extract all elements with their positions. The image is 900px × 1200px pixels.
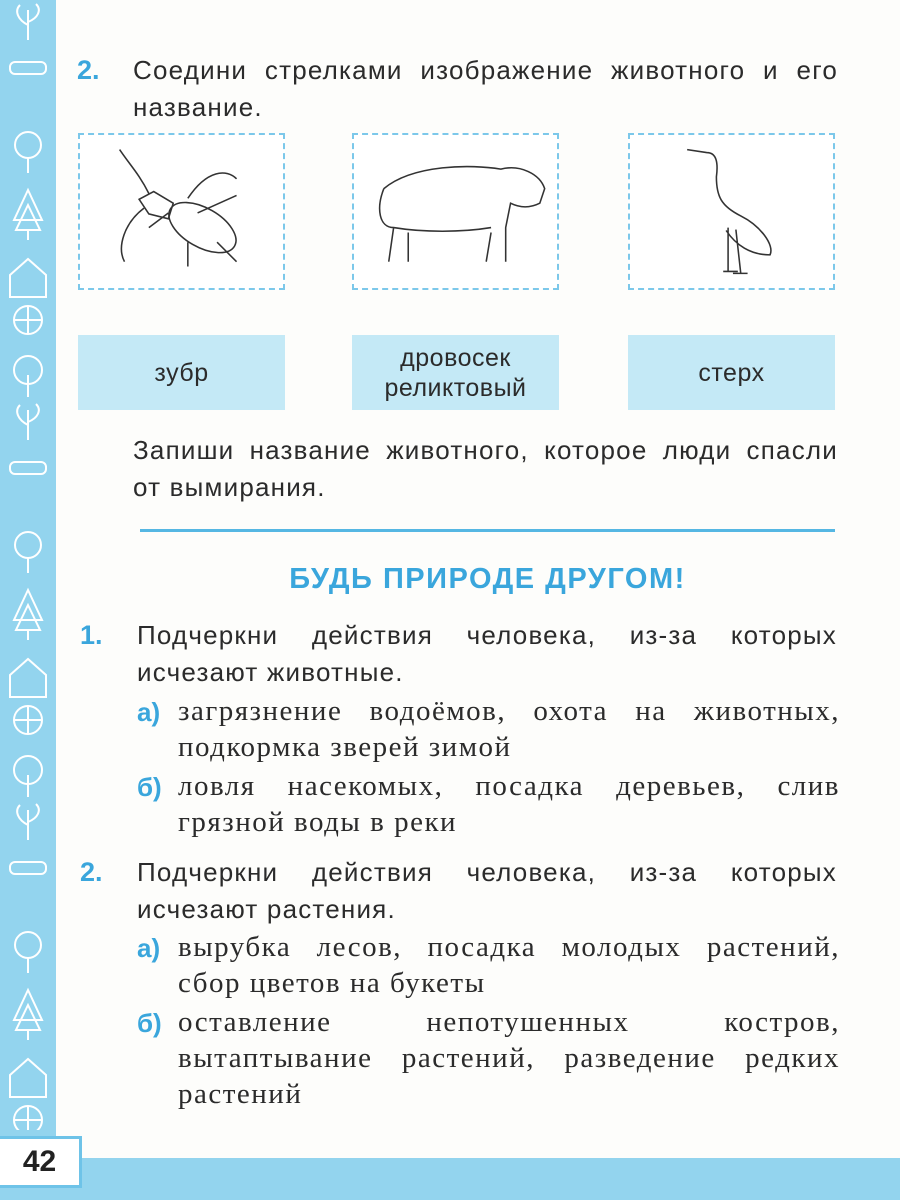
option-letter: б) — [137, 772, 162, 802]
crane-icon — [630, 135, 833, 288]
section-heading: БУДЬ ПРИРОДЕ ДРУГОМ! — [289, 563, 686, 595]
option-letter: а) — [137, 697, 161, 727]
task-instruction: Подчеркни действия человека, из-за которых исчезают животные. — [137, 620, 837, 687]
name-card[interactable]: дровосек реликтовый — [352, 335, 559, 410]
option-text[interactable]: загрязнение водоёмов, охота на животных, подкормка зверей зимой — [178, 695, 840, 763]
task-instruction: Соедини стрелками изображение животного и его название. — [133, 55, 838, 122]
option-letter: а) — [137, 933, 161, 963]
task-number: 2. — [80, 857, 103, 887]
task-number: 2. — [77, 55, 100, 85]
decorative-side-strip — [0, 0, 56, 1200]
nature-icons-pattern — [4, 0, 52, 1130]
beetle-image — [78, 133, 285, 290]
option-text[interactable]: оставление непотушенных костров, вытаптывание растений, разведение редких растений — [178, 1006, 840, 1110]
followup-instruction: Запиши название животного, которое люди спасли от вымирания. — [133, 435, 838, 502]
page-number: 42 — [0, 1136, 82, 1188]
option-text[interactable]: вырубка лесов, посадка молодых растений, сбор цветов на букеты — [178, 931, 840, 999]
option-letter: б) — [137, 1008, 162, 1038]
bison-image — [352, 133, 559, 290]
option-text[interactable]: ловля насекомых, посадка деревьев, слив грязной воды в реки — [178, 770, 840, 838]
crane-image — [628, 133, 835, 290]
answer-line[interactable] — [140, 529, 835, 532]
beetle-icon — [80, 135, 283, 288]
task-number: 1. — [80, 620, 103, 650]
bison-icon — [354, 135, 557, 288]
name-card[interactable]: стерх — [628, 335, 835, 410]
task-instruction: Подчеркни действия человека, из-за которых исчезают растения. — [137, 857, 837, 924]
bottom-band — [0, 1158, 900, 1200]
name-card[interactable]: зубр — [78, 335, 285, 410]
